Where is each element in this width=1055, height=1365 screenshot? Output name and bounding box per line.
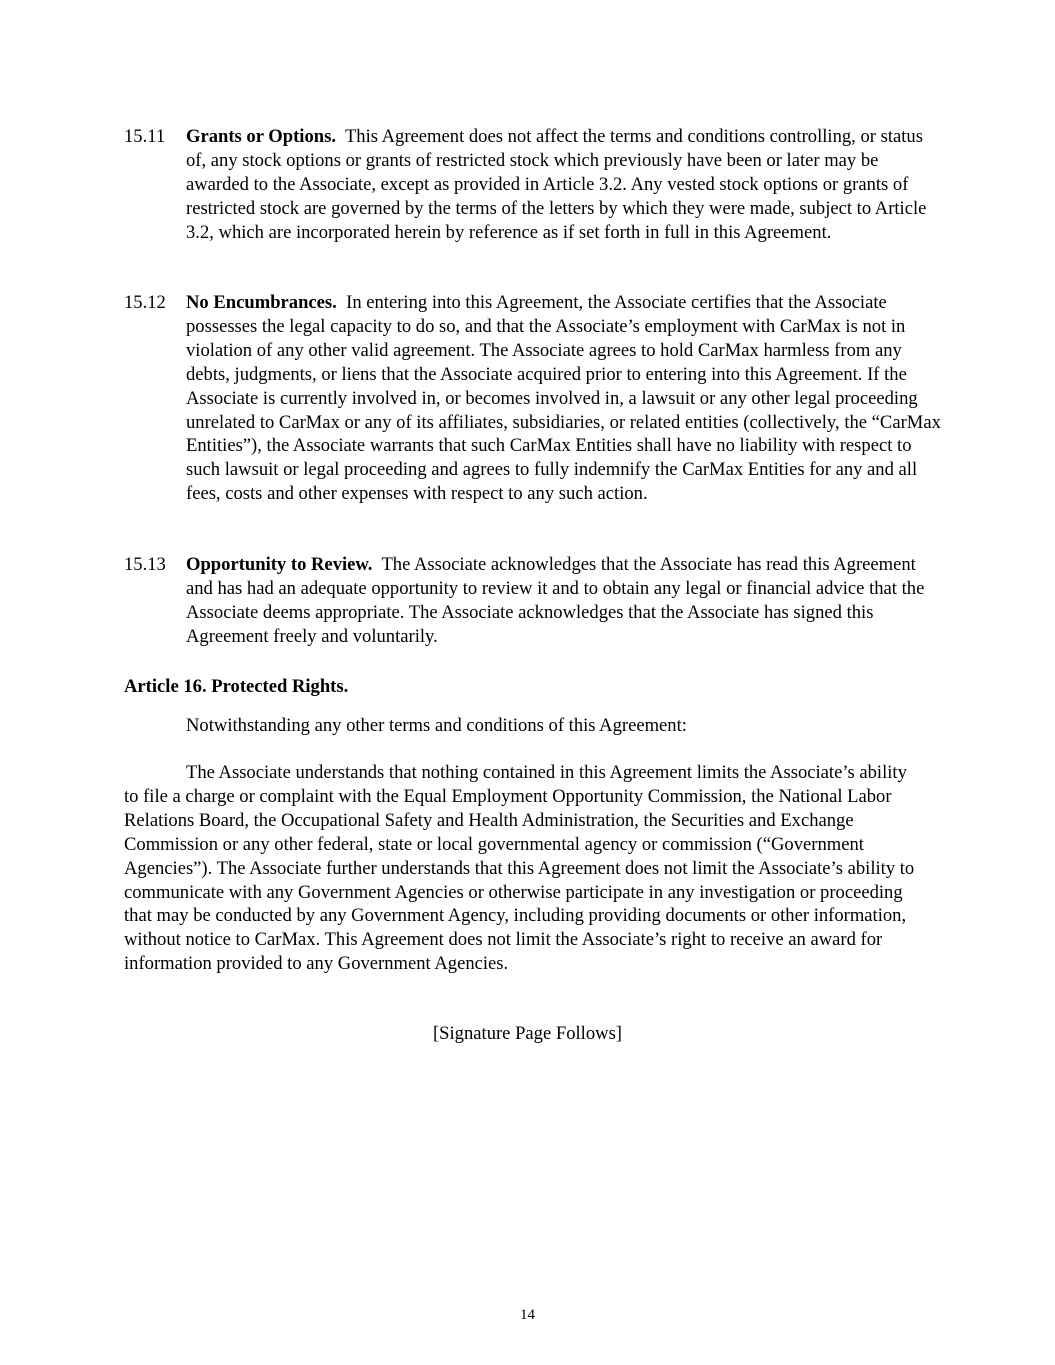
section-15-13 bbox=[124, 553, 944, 649]
section-15-11 bbox=[124, 125, 944, 245]
article-16-heading: Article 16. Protected Rights. bbox=[124, 676, 349, 697]
section-text: This Agreement does not affect the terms and conditions controlling, or status of, any stock options or grants of restricted stock which previously have been or later may be awarded to the Associate, except as provided in Article 3.2. Any vested stock options or grants of restricted stock are governed by the terms of the letters by which they were made, subject to Article 3.2, which are incorporated herein by reference as if set forth in full in this Agreement. bbox=[186, 126, 927, 243]
section-title: No Encumbrances. bbox=[186, 292, 337, 313]
signature-page-note: [Signature Page Follows] bbox=[432, 1023, 622, 1044]
page-number: 14 bbox=[520, 1307, 535, 1323]
article-16-intro bbox=[124, 714, 924, 738]
article-16-intro-text: Notwithstanding any other terms and conditions of this Agreement: bbox=[186, 715, 687, 736]
section-body bbox=[186, 125, 944, 245]
section-number: 15.11 bbox=[124, 126, 166, 147]
section-15-12 bbox=[124, 291, 944, 506]
section-title: Grants or Options. bbox=[186, 126, 336, 147]
section-body bbox=[186, 553, 944, 649]
section-number: 15.13 bbox=[124, 554, 166, 575]
section-body bbox=[186, 291, 944, 506]
section-text: The Associate acknowledges that the Associate has read this Agreement and has had an adequate opportunity to review it and to obtain any legal or financial advice that the Associate deems appropriate. The Associate acknowledges that the Associate has signed this Agreement freely and voluntarily. bbox=[186, 554, 925, 647]
article-16-body: The Associate understands that nothing contained in this Agreement limits the Associate’s ability to file a charge or complaint with the Equal Employment Opportunity Commission, the National Labor Relations Board, the Occupational Safety and Health Administration, the Securities and Exchange Commission or any other federal, state or local governmental agency or commission (“Government Agencies”). The Associate further understands that this Agreement does not limit the Associate’s ability to communicate with any Government Agencies or otherwise participate in any investigation or proceeding that may be conducted by any Government Agency, including providing documents or other information, without notice to CarMax. This Agreement does not limit the Associate’s right to receive an award for information provided to any Government Agencies. bbox=[124, 762, 915, 975]
section-title: Opportunity to Review. bbox=[186, 554, 373, 575]
section-text: In entering into this Agreement, the Associate certifies that the Associate possesses the legal capacity to do so, and that the Associate’s employment with CarMax is not in violation of any other valid agreement. The Associate agrees to hold CarMax harmless from any debts, judgments, or liens that the Associate acquired prior to entering into this Agreement. If the Associate is currently involved in, or becomes involved in, a lawsuit or any other legal proceeding unrelated to CarMax or any of its affiliates, subsidiaries, or related entities (collectively, the “CarMax Entities”), the Associate warrants that such CarMax Entities shall have no liability with respect to such lawsuit or legal proceeding and agrees to fully indemnify the CarMax Entities for any and all fees, costs and other expenses with respect to any such action. bbox=[186, 292, 941, 505]
section-number: 15.12 bbox=[124, 292, 166, 313]
